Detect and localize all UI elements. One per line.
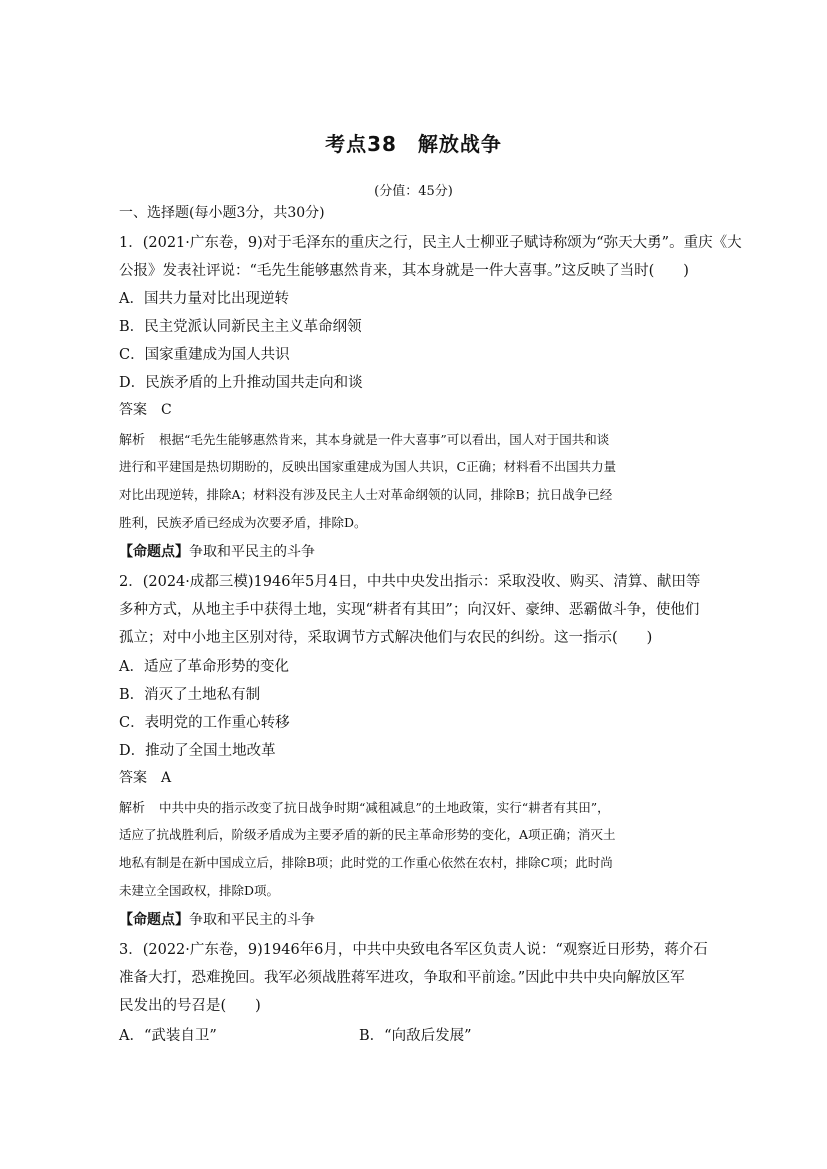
q1-stem-line2: 公报》发表社评说：“毛先生能够惠然肯来，其本身就是一件大喜事。”这反映了当时( ) [119, 263, 689, 279]
explanation-label: 解析 [119, 433, 146, 448]
q2-stem-line3: 孤立；对中小地主区别对待，采取调节方式解决他们与农民的纠纷。这一指示( ) [119, 630, 653, 646]
section-heading: 一、选择题(每小题3分，共30分) [119, 205, 325, 221]
q1-option-d: D．民族矛盾的上升推动国共走向和谈 [119, 375, 363, 391]
q3-option-a: A．“武装自卫” [119, 1028, 217, 1044]
q1-explanation-line1: 解析 根据“毛先生能够惠然肯来，其本身就是一件大喜事”可以看出，国人对于国共和谈 [119, 432, 610, 448]
q3-options-row [119, 1024, 709, 1045]
q3-stem-line1: 3．(2022·广东卷，9)1946年6月，中共中央致电各军区负责人说：“观察近日形势，蒋介石 [119, 942, 708, 958]
score-note: (分值：45分) [374, 184, 453, 199]
q1-answer [119, 399, 709, 419]
q2-explanation-line1: 解析 中共中央的指示改变了抗日战争时期“减租减息”的土地政策，实行“耕者有其田”， [119, 800, 610, 816]
q2-answer: 答案 A [119, 770, 172, 786]
q2-stem-line1: 2．(2024·成都三模)1946年5月4日，中共中央发出指示：采取没收、购买、清算、献田等 [119, 574, 701, 590]
q3-option-b: B．“向敌后发展” [359, 1028, 472, 1044]
q1-topic-point: 【命题点】争取和平民主的斗争 [119, 544, 315, 560]
q2-option-d: D．推动了全国土地改革 [119, 743, 276, 759]
q1-explanation-line4: 胜利，民族矛盾已经成为次要矛盾，排除D。 [119, 515, 367, 530]
q1-explanation-line2: 进行和平建国是热切期盼的，反映出国家重建成为国人共识，C正确；材料看不出国共力量 [119, 459, 617, 474]
q2-option-b: B．消灭了土地私有制 [119, 687, 261, 703]
q2-explanation-line3: 地私有制是在新中国成立后，排除B项；此时党的工作重心依然在农村，排除C项；此时尚 [119, 855, 613, 870]
q1-answer-value: C [161, 402, 172, 418]
answer-label: 答案 [119, 402, 147, 418]
q1-explanation-line3: 对比出现逆转，排除A；材料没有涉及民主人士对革命纲领的认同，排除B；抗日战争已经 [119, 487, 613, 502]
q2-stem-line2: 多种方式，从地主手中获得土地，实现“耕者有其田”；向汉奸、豪绅、恶霸做斗争，使他们 [119, 602, 700, 618]
point-label: 【命题点】 [119, 544, 189, 560]
q2-option-a: A．适应了革命形势的变化 [119, 659, 289, 675]
q1-option-c: C．国家重建成为国人共识 [119, 347, 290, 363]
q1-option-b: B．民主党派认同新民主主义革命纲领 [119, 319, 362, 335]
q3-stem-line3: 民发出的号召是( ) [119, 998, 261, 1014]
q2-topic-point: 【命题点】争取和平民主的斗争 [119, 912, 315, 928]
page-title: 考点38 解放战争 [325, 132, 502, 156]
q2-explanation-line2: 适应了抗战胜利后，阶级矛盾成为主要矛盾的新的民主革命形势的变化，A项正确；消灭土 [119, 827, 616, 842]
q3-stem-line2: 准备大打，恐难挽回。我军必须战胜蒋军进攻，争取和平前途。”因此中共中央向解放区军 [119, 970, 685, 986]
q2-explanation-line4: 未建立全国政权，排除D项。 [119, 883, 280, 898]
q1-option-a: A．国共力量对比出现逆转 [119, 291, 289, 307]
q1-stem-line1: 1．(2021·广东卷，9)对于毛泽东的重庆之行，民主人士柳亚子赋诗称颂为“弥天大勇”。重庆《大 [119, 235, 742, 251]
q2-answer-value: A [161, 770, 172, 786]
q2-option-c: C．表明党的工作重心转移 [119, 715, 290, 731]
